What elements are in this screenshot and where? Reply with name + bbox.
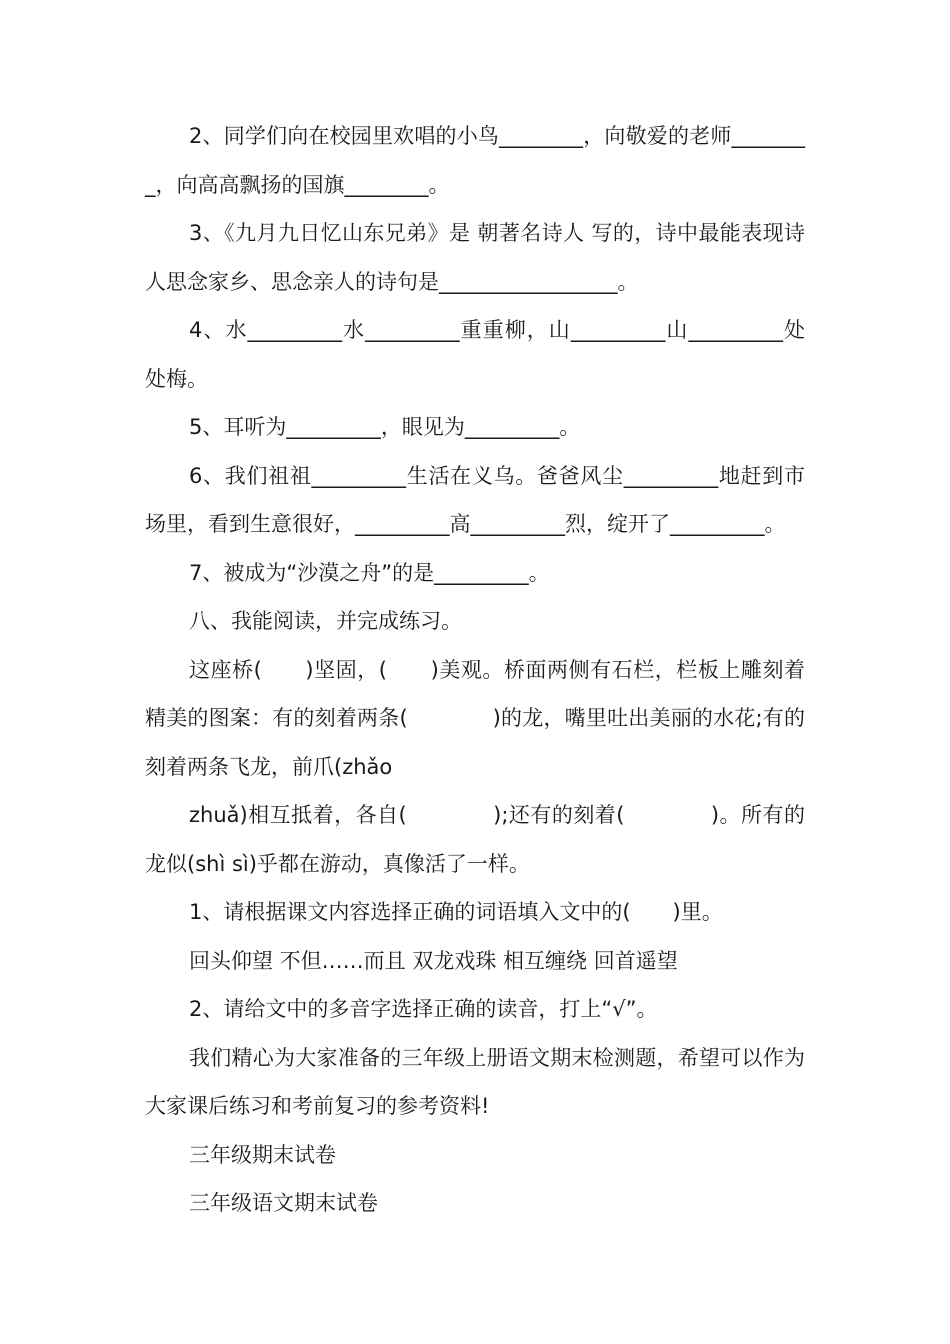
question-4: 4、水_________水_________重重柳，山_________山_________处处梅。 bbox=[145, 318, 805, 391]
question-5: 5、耳听为_________，眼见为_________。 bbox=[189, 415, 581, 439]
exercise-1: 1、请根据课文内容选择正确的词语填入文中的( )里。 bbox=[189, 900, 723, 924]
related-link-1: 三年级期末试卷 bbox=[189, 1142, 336, 1167]
reading-passage-part-1: 这座桥( )坚固，( )美观。桥面两侧有石栏，栏板上雕刻着精美的图案：有的刻着两条( )的龙，嘴里吐出美丽的水花;有的刻着两条飞龙，前爪(zhǎo bbox=[145, 657, 805, 779]
word-options: 回头仰望 不但……而且 双龙戏珠 相互缠绕 回首遥望 bbox=[189, 948, 678, 973]
question-2: 2、同学们向在校园里欢唱的小鸟________，向敬爱的老师________，向高高飘扬的国旗________。 bbox=[145, 124, 805, 197]
document-page bbox=[145, 112, 805, 1228]
reading-passage-part-2: zhuǎ)相互抵着，各自( );还有的刻着( )。所有的龙似(shì sì)乎都在游动，真像活了一样。 bbox=[145, 803, 805, 876]
question-3: 3、《九月九日忆山东兄弟》是 朝著名诗人 写的，诗中最能表现诗人思念家乡、思念亲人的诗句是_________________。 bbox=[145, 221, 805, 294]
question-6: 6、我们祖祖_________生活在义乌。爸爸风尘_________地赶到市场里，看到生意很好，_________高_________烈，绽开了_________。 bbox=[145, 463, 805, 536]
exercise-2: 2、请给文中的多音字选择正确的读音，打上“√”。 bbox=[189, 997, 658, 1021]
related-link-2: 三年级语文期末试卷 bbox=[189, 1191, 378, 1215]
section-heading-8: 八、我能阅读，并完成练习。 bbox=[189, 609, 462, 633]
closing-note: 我们精心为大家准备的三年级上册语文期末检测题，希望可以作为大家课后练习和考前复习的参考资料! bbox=[145, 1045, 805, 1118]
question-7: 7、被成为“沙漠之舟”的是_________。 bbox=[189, 560, 550, 585]
